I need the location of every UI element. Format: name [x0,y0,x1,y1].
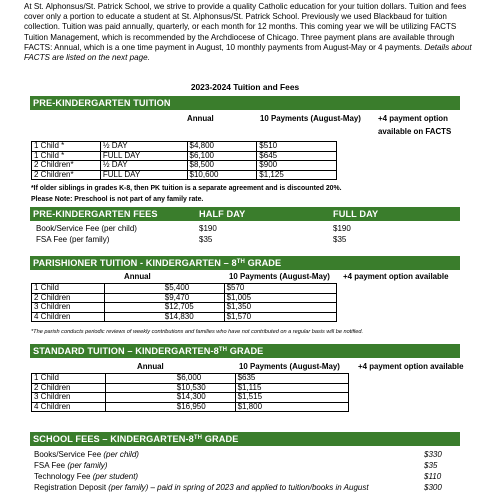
standard-tuition-header [30,344,460,358]
row-ten: $1,350 [224,303,336,313]
school-fees-title-sup: TH [193,435,203,441]
table-row [32,402,349,412]
fee-registration-value: $300 [424,483,442,492]
standard-title-post: GRADE [227,346,264,356]
row-label: 2 Children* [32,161,101,171]
row-annual: $6,000 [105,374,235,384]
fee-technology-value: $110 [424,472,442,481]
prek-col-four-payments-2: available on FACTS [378,127,452,136]
prek-tuition-table [31,141,337,180]
prek-fee-book-half: $190 [199,224,217,233]
parish-col-annual: Annual [124,272,151,281]
prek-fees-title: PRE-KINDERGARTEN FEES [33,209,158,219]
table-row [32,284,337,294]
standard-col-annual: Annual [137,362,164,371]
row-label: 1 Child * [32,151,101,161]
row-ten: $1,515 [235,393,348,403]
prek-family-rate-note: Please Note: Preschool is not part of any family rate. [31,196,204,203]
fee-qualifier: (per family) [67,461,108,470]
fee-books-label [34,450,139,459]
table-row [32,312,337,322]
standard-title-sup: TH [218,347,228,353]
fee-name: Books/Service Fee [34,450,102,459]
row-ten: $1,005 [224,293,336,303]
row-ten: $570 [224,284,336,294]
prek-fees-col-full: FULL DAY [333,209,379,219]
parish-title-sup: TH [236,259,245,265]
fee-technology-label [34,472,138,481]
prek-fees-header [30,207,460,221]
row-ten: $1,570 [224,312,336,322]
prek-col-ten-payments: 10 Payments (August-May) [260,114,361,123]
row-ten: $1,115 [235,383,348,393]
school-fees-title-post: GRADE [202,434,239,444]
row-ten: $1,125 [257,170,337,180]
table-row [32,161,337,171]
prek-col-annual: Annual [187,114,214,123]
prek-fee-fsa-label: FSA Fee (per family) [36,235,110,244]
row-label: 2 Children* [32,170,101,180]
page-title: 2023-2024 Tuition and Fees [190,82,300,92]
row-type: FULL DAY [100,151,187,161]
row-type: ½ DAY [100,142,187,152]
prek-sibling-note: *If older siblings in grades K-8, then PK tuition is a separate agreement and is discounted 20%. [31,185,342,192]
parish-tuition-table [31,283,337,322]
row-ten: $900 [257,161,337,171]
prek-fee-fsa-full: $35 [333,235,347,244]
row-label: 4 Children [32,312,105,322]
row-ten: $1,800 [235,402,348,412]
row-annual: $4,800 [187,142,257,152]
table-row [32,170,337,180]
row-type: ½ DAY [100,161,187,171]
parish-title: PARISHIONER TUITION - KINDERGARTEN – 8 [33,258,237,268]
row-label: 4 Children [32,402,106,412]
row-annual: $16,950 [105,402,235,412]
fee-fsa-value: $35 [424,461,438,470]
school-fees-header [30,432,460,446]
fee-books-value: $330 [424,450,442,459]
standard-title: STANDARD TUITION – KINDERGARTEN-8 [33,346,219,356]
fee-name: FSA Fee [34,461,66,470]
row-annual: $6,100 [187,151,257,161]
intro-paragraph [24,2,479,63]
table-row [32,374,349,384]
table-row [32,393,349,403]
row-ten: $635 [235,374,348,384]
row-annual: $14,830 [104,312,224,322]
school-fees-title: SCHOOL FEES – KINDERGARTEN-8 [33,434,194,444]
fee-qualifier: (per child) [103,450,139,459]
parish-title-post: GRADE [244,258,282,268]
standard-col-ten-payments: 10 Payments (August-May) [239,362,340,371]
fee-registration-label [34,483,369,492]
row-type: FULL DAY [100,170,187,180]
parish-review-note: *The parish conducts periodic reviews of weekly contributions and families who have not contributed on a regular basis will be notified. [31,329,364,335]
prek-fees-col-half: HALF DAY [199,209,246,219]
row-annual: $8,500 [187,161,257,171]
row-label: 2 Children [32,293,105,303]
fee-name: Technology Fee [34,472,91,481]
prek-fee-book-label: Book/Service Fee (per child) [36,224,137,233]
row-label: 1 Child [32,284,105,294]
fee-fsa-label [34,461,107,470]
row-annual: $9,470 [104,293,224,303]
row-ten: $510 [257,142,337,152]
intro-facts-note: Details about FACTS are listed on the next page. [24,42,472,63]
parish-col-ten-payments: 10 Payments (August-May) [229,272,330,281]
fee-qualifier: (per student) [92,472,139,481]
table-row [32,303,337,313]
prek-fee-book-full: $190 [333,224,351,233]
row-label: 3 Children [32,393,106,403]
row-annual: $5,400 [104,284,224,294]
fee-qualifier: (per family) – paid in spring of 2023 and applied to tuition/books in August [108,483,369,492]
standard-col-four-payments: +4 payment option available [358,362,464,371]
parish-col-four-payments: +4 payment option available [343,272,449,281]
row-label: 3 Children [32,303,105,313]
row-label: 1 Child * [32,142,101,152]
table-row [32,151,337,161]
prek-tuition-title: PRE-KINDERGARTEN TUITION [33,98,171,108]
parish-tuition-header [30,256,460,270]
prek-tuition-header [30,96,460,110]
table-row [32,142,337,152]
row-annual: $10,600 [187,170,257,180]
intro-text: At St. Alphonsus/St. Patrick School, we strive to provide a quality Catholic education for your tuition dollars. Tuition and fees cover only a portion to educate a student at St. Alphonsus/St. Patrick School. Previously we used Blackbaud for tuition collection. Tuition was paid annually, quarterly, or each month for 12 months. This coming year we will be utilizing FACTS Tuition Management, which is recommended by the Archdiocese of Chicago. Three payment plans are available through FACTS: Annual, which is a one time payment in August, 10 monthly payments from August-May or 4 payments. [24,2,467,52]
prek-fee-fsa-half: $35 [199,235,213,244]
standard-tuition-table [31,373,349,412]
row-annual: $10,530 [105,383,235,393]
fee-name: Registration Deposit [34,483,107,492]
row-label: 2 Children [32,383,106,393]
row-annual: $12,705 [104,303,224,313]
row-ten: $645 [257,151,337,161]
prek-col-four-payments: +4 payment option [378,114,448,123]
row-label: 1 Child [32,374,106,384]
row-annual: $14,300 [105,393,235,403]
